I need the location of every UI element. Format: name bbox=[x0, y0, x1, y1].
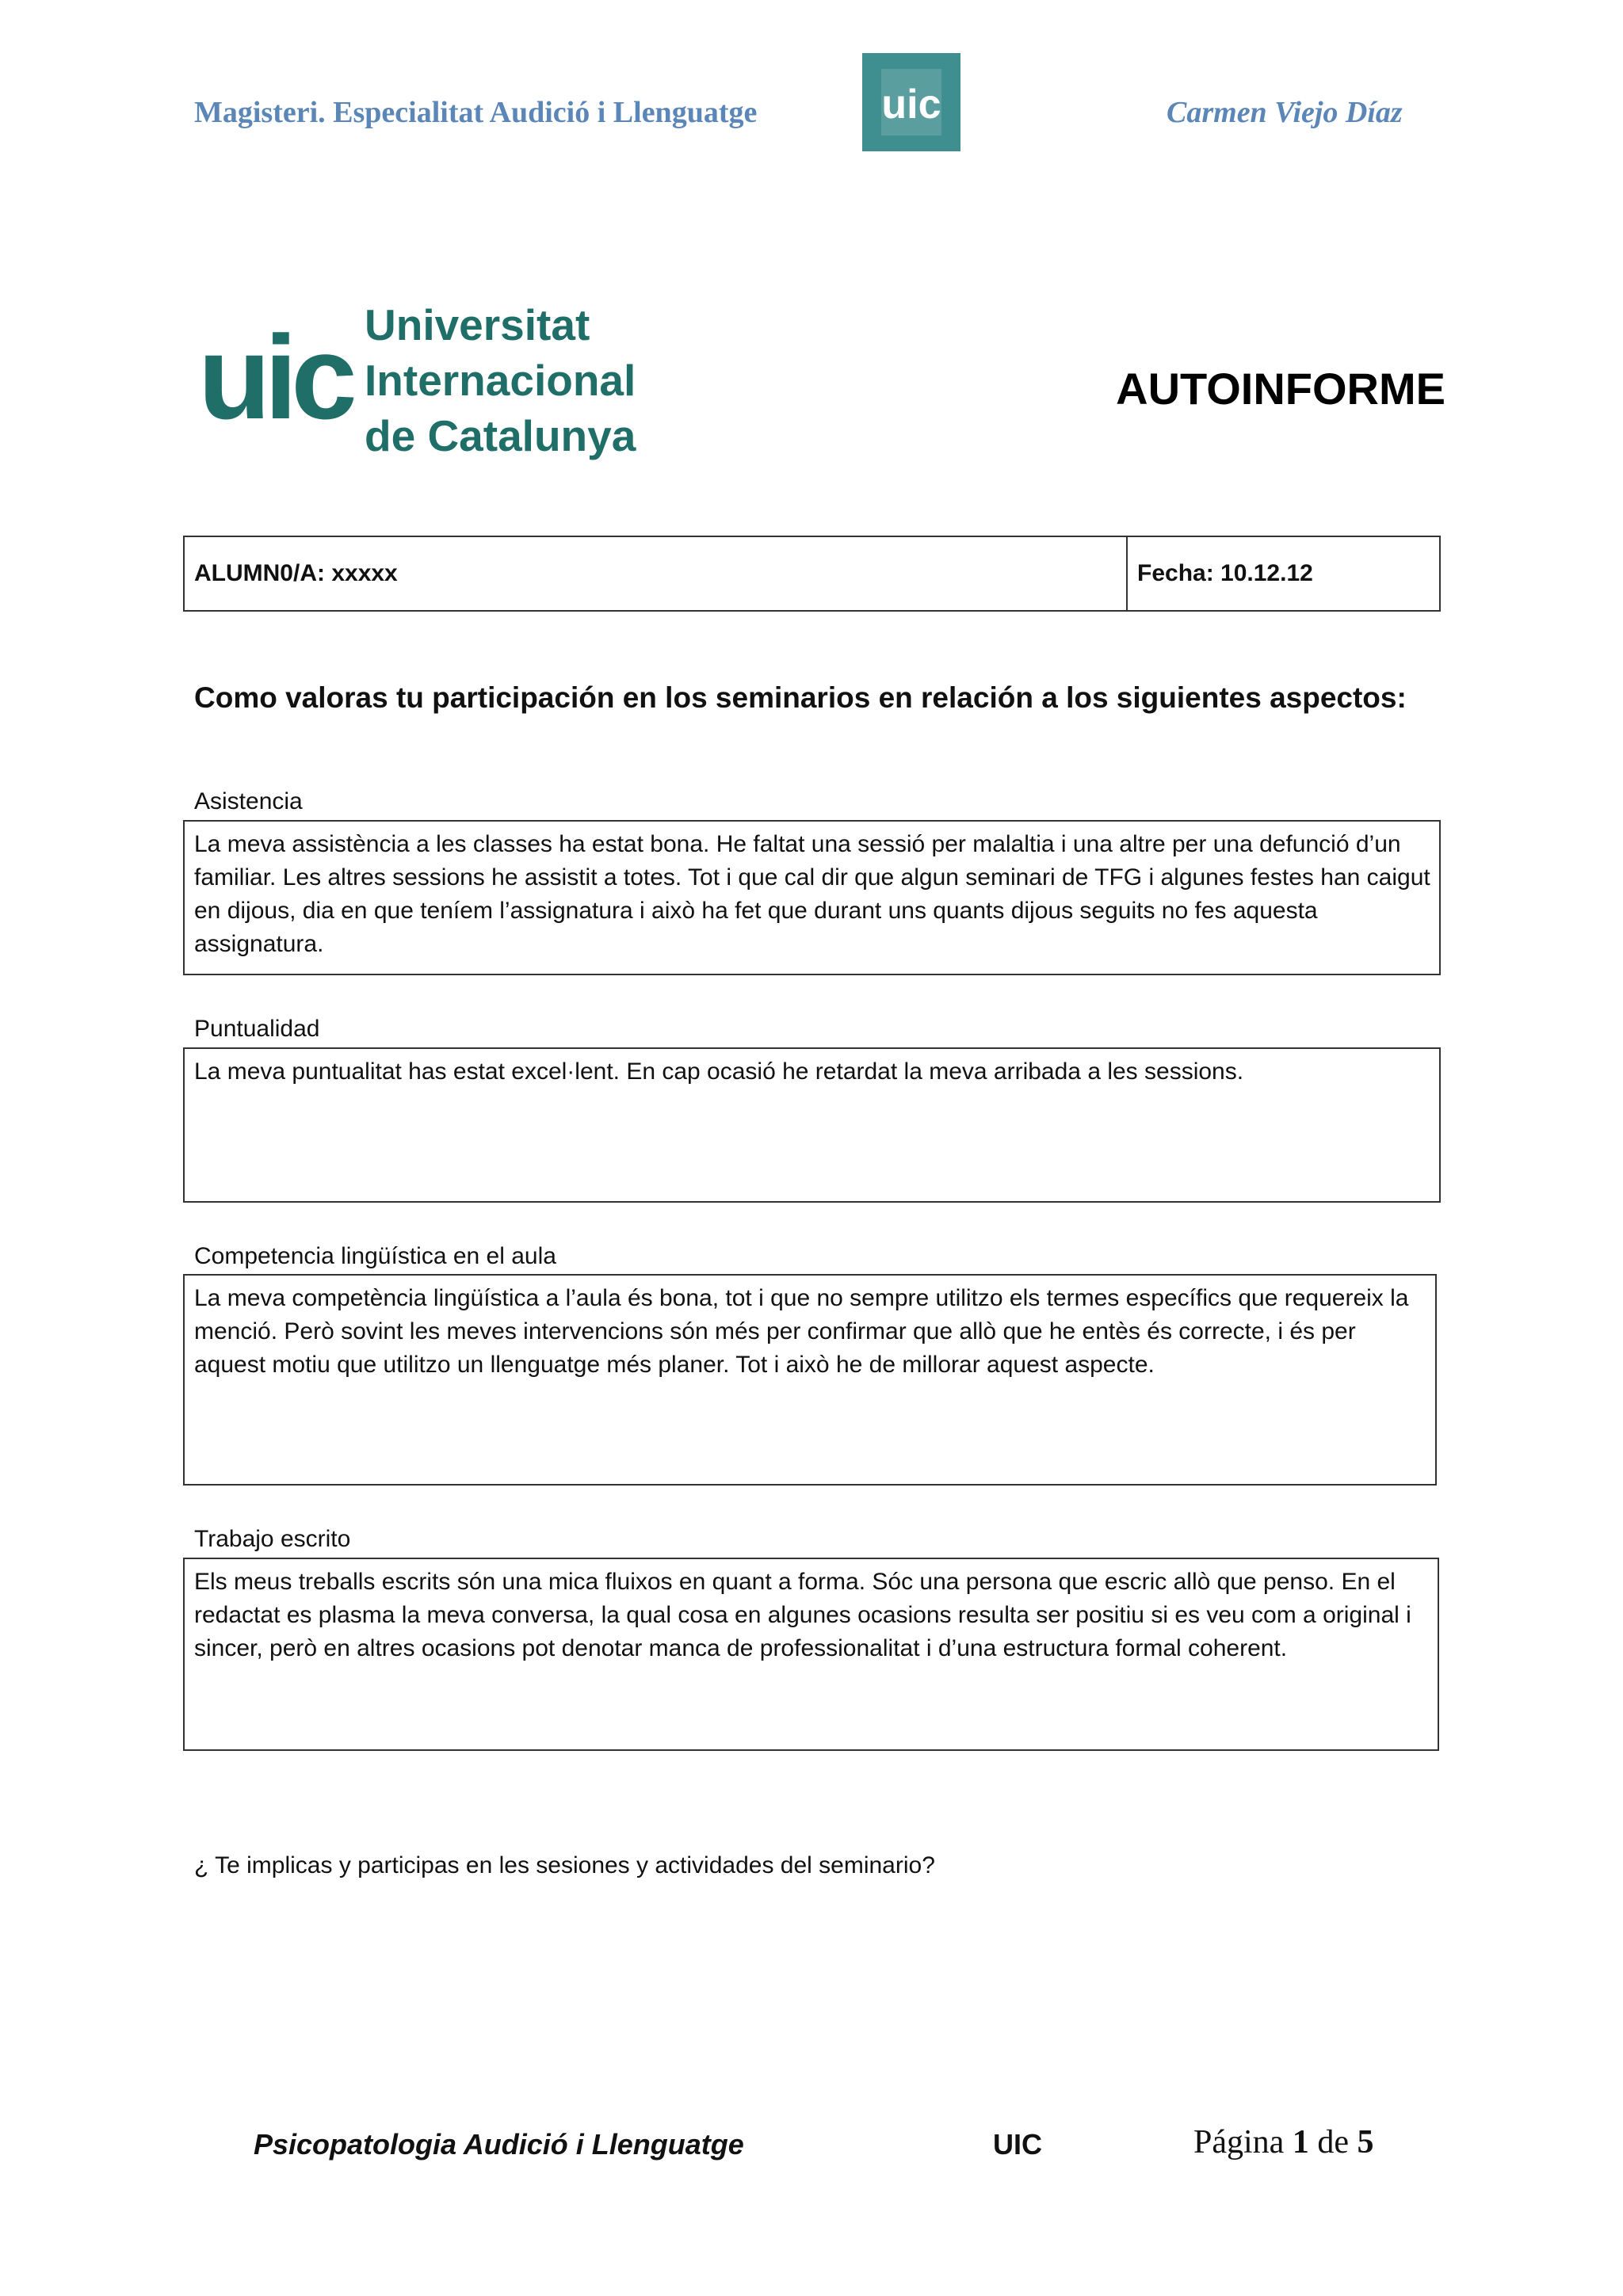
section-label-puntualidad: Puntualidad bbox=[194, 1016, 320, 1042]
university-name-line: Universitat bbox=[365, 300, 590, 349]
footer-page-number bbox=[1193, 2123, 1373, 2161]
section-label-asistencia: Asistencia bbox=[194, 788, 303, 814]
logo-mark: uic bbox=[198, 311, 351, 444]
section-label-competencia: Competencia lingüística en el aula bbox=[194, 1243, 556, 1269]
page-current: 1 bbox=[1292, 2124, 1309, 2161]
evaluation-question: Como valoras tu participación en los seminarios en relación a los siguientes aspectos: bbox=[194, 681, 1407, 714]
page-prefix: Página bbox=[1193, 2124, 1285, 2161]
section-label-trabajo-escrito: Trabajo escrito bbox=[194, 1526, 351, 1552]
university-name-line: de Catalunya bbox=[365, 411, 636, 460]
involvement-question: ¿ Te implicas y participas en les sesiones y actividades del seminario? bbox=[194, 1852, 935, 1878]
page-separator: de bbox=[1317, 2124, 1349, 2161]
university-name-line: Internacional bbox=[365, 356, 636, 405]
footer-course: Psicopatologia Audició i Llenguatge bbox=[254, 2128, 744, 2161]
footer-institution: UIC bbox=[993, 2128, 1042, 2161]
page-total: 5 bbox=[1357, 2124, 1374, 2161]
student-field: ALUMN0/A: xxxxx bbox=[185, 537, 1128, 610]
date-field: Fecha: 10.12.12 bbox=[1137, 560, 1313, 586]
header-logo-text: uic bbox=[881, 82, 941, 128]
section-box-asistencia: La meva assistència a les classes ha estat bona. He faltat una sessió per malaltia i una altre per una defunció d’un familiar. Les altres sessions he assistit a totes. Tot i que cal dir que algun seminari de TFG i algunes festes han caigut en dijous, dia en que teníem l’assignatura i això ha fet que durant uns quants dijous seguits no fes aquesta assignatura. bbox=[183, 820, 1441, 975]
document-title: AUTOINFORME bbox=[1116, 364, 1445, 414]
header-course-title: Magisteri. Especialitat Audició i Llenguatge bbox=[194, 96, 758, 129]
section-box-puntualidad: La meva puntualitat has estat excel·lent. En cap ocasió he retardat la meva arribada a les sessions. bbox=[183, 1047, 1441, 1203]
section-box-trabajo-escrito: Els meus treballs escrits són una mica fluixos en quant a forma. Sóc una persona que escric allò que penso. En el redactat es plasma la meva conversa, la qual cosa en algunes ocasions resulta ser positiu si es veu com a original i sincer, però en altres ocasions pot denotar manca de professionalitat i d’una estructura formal coherent. bbox=[183, 1558, 1439, 1751]
student-info-table bbox=[183, 536, 1441, 612]
university-name bbox=[365, 297, 636, 463]
section-box-competencia: La meva competència lingüística a l’aula és bona, tot i que no sempre utilitzo els termes específics que requereix la menció. Però sovint les meves intervencions són més per confirmar que allò que he entès és correcte, i és per aquest motiu que utilitzo un llenguatge més planer. Tot i això he de millorar aquest aspecte. bbox=[183, 1274, 1437, 1486]
header-uic-logo bbox=[862, 53, 960, 151]
header-author-name: Carmen Viejo Díaz bbox=[1167, 96, 1403, 129]
